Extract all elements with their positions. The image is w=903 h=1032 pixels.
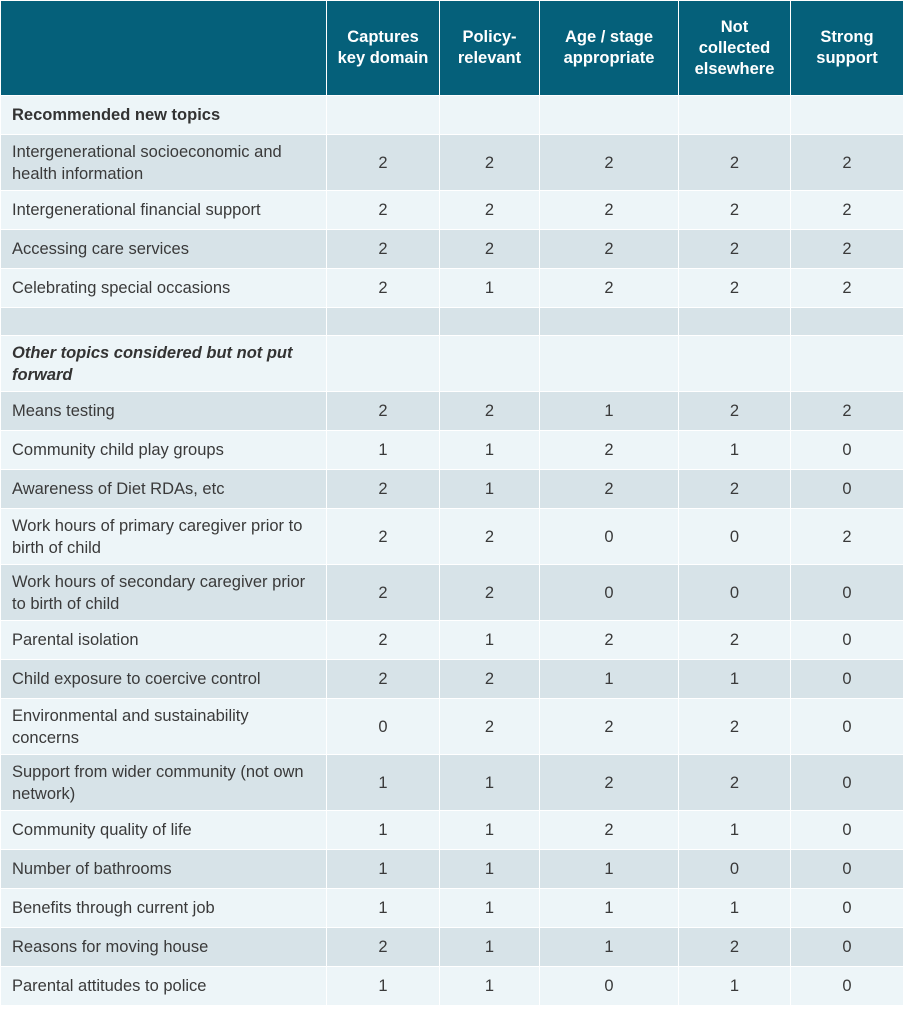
score-cell: 0 <box>679 850 791 889</box>
table-row <box>1 565 903 621</box>
score-cell: 2 <box>327 191 440 230</box>
section-header-row <box>1 96 903 135</box>
score-cell: 2 <box>327 928 440 967</box>
score-cell: 2 <box>440 509 540 565</box>
score-cell: 1 <box>540 889 679 928</box>
table-row <box>1 928 903 967</box>
score-cell: 2 <box>327 660 440 699</box>
score-cell: 2 <box>440 191 540 230</box>
score-cell: 1 <box>679 811 791 850</box>
score-cell: 2 <box>327 230 440 269</box>
score-cell: 2 <box>679 621 791 660</box>
score-cell: 0 <box>679 509 791 565</box>
topic-cell: Work hours of primary caregiver prior to birth of child <box>1 509 327 565</box>
score-cell: 1 <box>440 928 540 967</box>
score-cell: 1 <box>440 431 540 470</box>
section-title: Recommended new topics <box>1 96 327 135</box>
score-cell: 1 <box>440 755 540 811</box>
score-cell: 2 <box>327 269 440 308</box>
header-age-stage-appropriate: Age / stage appropriate <box>540 1 679 96</box>
score-cell: 0 <box>791 928 903 967</box>
topic-cell: Number of bathrooms <box>1 850 327 889</box>
score-cell: 2 <box>679 470 791 509</box>
score-cell: 2 <box>791 191 903 230</box>
table-row <box>1 660 903 699</box>
score-cell: 1 <box>440 889 540 928</box>
table-row <box>1 967 903 1006</box>
topic-cell: Parental isolation <box>1 621 327 660</box>
score-cell: 2 <box>327 392 440 431</box>
score-cell: 0 <box>791 889 903 928</box>
score-cell: 2 <box>540 470 679 509</box>
section-title: Other topics considered but not put forward <box>1 336 327 392</box>
score-cell: 1 <box>540 850 679 889</box>
score-cell: 1 <box>327 431 440 470</box>
score-cell: 2 <box>791 135 903 191</box>
table-row <box>1 811 903 850</box>
score-cell: 2 <box>679 269 791 308</box>
table-row <box>1 269 903 308</box>
topic-cell: Support from wider community (not own network) <box>1 755 327 811</box>
score-cell: 2 <box>327 509 440 565</box>
score-cell: 1 <box>440 850 540 889</box>
score-cell: 0 <box>540 967 679 1006</box>
topic-cell: Awareness of Diet RDAs, etc <box>1 470 327 509</box>
score-cell: 1 <box>540 392 679 431</box>
score-cell: 2 <box>540 755 679 811</box>
section-header-row <box>1 336 903 392</box>
score-cell: 0 <box>791 431 903 470</box>
score-cell: 1 <box>440 967 540 1006</box>
score-cell: 2 <box>791 269 903 308</box>
table-row <box>1 470 903 509</box>
score-cell: 1 <box>327 811 440 850</box>
topic-cell: Parental attitudes to police <box>1 967 327 1006</box>
score-cell: 1 <box>540 660 679 699</box>
score-cell: 0 <box>791 565 903 621</box>
topic-cell: Accessing care services <box>1 230 327 269</box>
score-cell: 1 <box>679 660 791 699</box>
score-cell: 2 <box>440 230 540 269</box>
score-cell: 0 <box>791 621 903 660</box>
topic-cell: Celebrating special occasions <box>1 269 327 308</box>
header-topic <box>1 1 327 96</box>
table-row <box>1 699 903 755</box>
header-policy-relevant: Policy-relevant <box>440 1 540 96</box>
topic-cell: Environmental and sustainability concerns <box>1 699 327 755</box>
topic-cell: Means testing <box>1 392 327 431</box>
table-row <box>1 889 903 928</box>
table-row <box>1 509 903 565</box>
score-cell: 1 <box>327 755 440 811</box>
topic-cell: Child exposure to coercive control <box>1 660 327 699</box>
score-cell: 1 <box>679 967 791 1006</box>
table-row <box>1 621 903 660</box>
topic-cell: Benefits through current job <box>1 889 327 928</box>
score-cell: 2 <box>540 811 679 850</box>
topic-cell: Community child play groups <box>1 431 327 470</box>
score-cell: 1 <box>327 889 440 928</box>
score-cell: 0 <box>791 811 903 850</box>
score-cell: 0 <box>791 470 903 509</box>
table-row <box>1 431 903 470</box>
score-cell: 2 <box>540 699 679 755</box>
score-cell: 1 <box>440 621 540 660</box>
score-cell: 0 <box>791 755 903 811</box>
score-cell: 2 <box>540 621 679 660</box>
table-row <box>1 191 903 230</box>
topic-cell: Reasons for moving house <box>1 928 327 967</box>
topic-cell: Community quality of life <box>1 811 327 850</box>
score-cell: 1 <box>440 269 540 308</box>
score-cell: 2 <box>540 230 679 269</box>
header-row <box>1 1 903 96</box>
score-cell: 1 <box>440 470 540 509</box>
score-cell: 1 <box>679 889 791 928</box>
score-cell: 2 <box>679 392 791 431</box>
topic-cell: Intergenerational socioeconomic and health information <box>1 135 327 191</box>
score-cell: 2 <box>440 699 540 755</box>
score-cell: 2 <box>440 135 540 191</box>
score-cell: 2 <box>679 755 791 811</box>
score-cell: 2 <box>440 392 540 431</box>
score-cell: 2 <box>327 565 440 621</box>
score-cell: 2 <box>679 135 791 191</box>
table-row <box>1 755 903 811</box>
score-cell: 2 <box>791 509 903 565</box>
spacer-row <box>1 308 903 336</box>
score-cell: 2 <box>679 928 791 967</box>
topic-cell: Intergenerational financial support <box>1 191 327 230</box>
score-cell: 2 <box>327 470 440 509</box>
score-cell: 2 <box>540 269 679 308</box>
score-cell: 1 <box>440 811 540 850</box>
header-captures-key-domain: Captures key domain <box>327 1 440 96</box>
table-row <box>1 392 903 431</box>
score-cell: 0 <box>540 565 679 621</box>
score-cell: 2 <box>327 621 440 660</box>
score-cell: 1 <box>327 967 440 1006</box>
table-row <box>1 230 903 269</box>
score-cell: 0 <box>791 850 903 889</box>
score-cell: 2 <box>679 230 791 269</box>
score-cell: 2 <box>327 135 440 191</box>
score-cell: 0 <box>540 509 679 565</box>
score-cell: 2 <box>440 660 540 699</box>
score-cell: 2 <box>679 699 791 755</box>
score-cell: 1 <box>327 850 440 889</box>
score-cell: 2 <box>679 191 791 230</box>
score-cell: 1 <box>679 431 791 470</box>
score-cell: 2 <box>540 135 679 191</box>
table-row <box>1 850 903 889</box>
table-row <box>1 135 903 191</box>
header-not-collected-elsewhere: Not collected elsewhere <box>679 1 791 96</box>
score-cell: 2 <box>791 392 903 431</box>
score-cell: 0 <box>791 967 903 1006</box>
header-strong-support: Strong support <box>791 1 903 96</box>
score-cell: 0 <box>327 699 440 755</box>
score-cell: 2 <box>791 230 903 269</box>
score-cell: 0 <box>679 565 791 621</box>
score-cell: 1 <box>540 928 679 967</box>
score-cell: 0 <box>791 699 903 755</box>
score-cell: 0 <box>791 660 903 699</box>
topic-cell: Work hours of secondary caregiver prior to birth of child <box>1 565 327 621</box>
score-cell: 2 <box>540 191 679 230</box>
score-cell: 2 <box>540 431 679 470</box>
score-cell: 2 <box>440 565 540 621</box>
